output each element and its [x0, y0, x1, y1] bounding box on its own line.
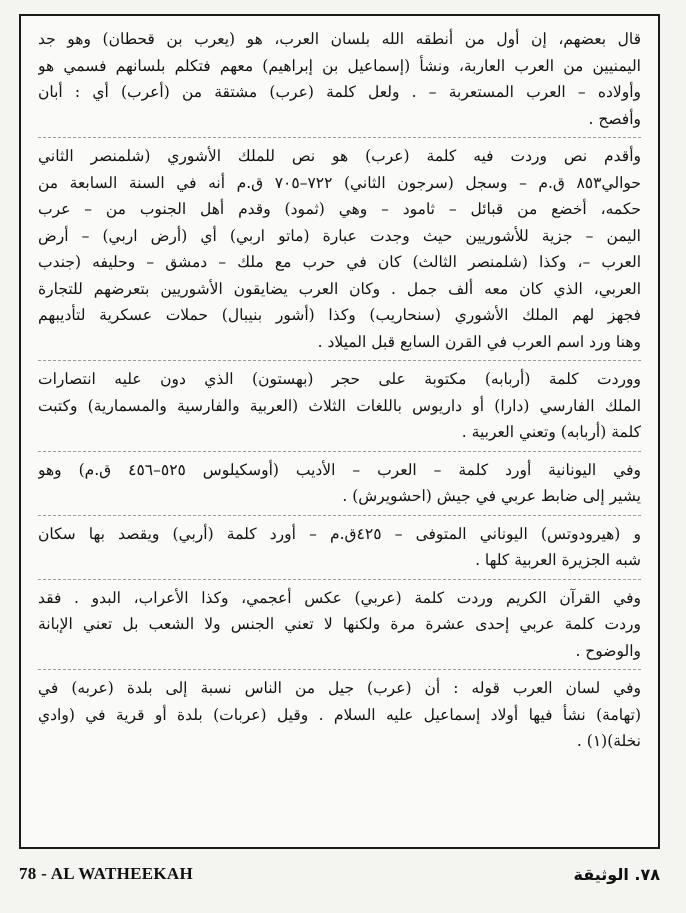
- paragraph: [38, 143, 641, 355]
- paragraph-separator: [38, 355, 641, 366]
- text-line: اليمنيين من العرب العاربة، ونشأ (إسماعيل بن إبراهيم) معهم فتكلم بلسانهم فسمي هو: [38, 56, 641, 75]
- text-line: وردت كلمة عربي إحدى عشرة مرة ولكنها لا تعني الجنس ولا الشعب بل تعني الإبانة: [38, 615, 641, 633]
- text-line: حكمه، أخضع من قبائل – ثامود – وهي (ثمود) وقدم أهل الجنوب من – عرب: [38, 200, 641, 218]
- paragraph: [38, 675, 641, 755]
- text-line: وهنا ورد اسم العرب في القرن السابع قبل الميلاد .: [317, 332, 641, 351]
- text-line: (تهامة) نشأ فيها أولاد إسماعيل عليه السلام . وقيل (عربات) بلدة أو قرية في (وادي: [38, 705, 641, 724]
- text-line: العربي، الذي كان معه ألف جمل . وكان العرب يضايقون الأشوريين بتعرضهم للتجارة: [38, 279, 641, 298]
- text-line: وأقدم نص وردت فيه كلمة (عرب) هو نص للملك الأشوري (شلمنصر الثاني: [38, 147, 641, 165]
- text-line: نخلة)(١) .: [576, 732, 641, 750]
- text-line: يشير إلى ضابط عربي في جيش (احشويرش) .: [342, 487, 641, 505]
- paragraph-separator: [38, 446, 641, 457]
- paragraph-separator: [38, 664, 641, 675]
- paragraph: [38, 366, 641, 446]
- text-line: كلمة (أربابه) وتعني العربية .: [461, 423, 641, 441]
- text-line: شبه الجزيرة العربية كلها .: [475, 551, 641, 569]
- text-line: حوالي٨٥٣ ق.م – وسجل (سرجون الثاني) ٧٢٢–٧٠٥ ق.م أنه في السنة السابعة من: [38, 173, 641, 192]
- text-line: والوضوح .: [575, 641, 641, 660]
- text-line: فجهز لهم الملك الأشوري (سنحاريب) وكذا (أشور بنيبال) حملات عسكرية لتأديبهم: [38, 306, 641, 324]
- text-line: العرب –، وكذا (شلمنصر الثالث) كان في حرب مع ملك – دمشق – وحليفه (جندب: [38, 253, 641, 271]
- text-line: وفي القرآن الكريم وردت كلمة (عربي) عكس أعجمي، وكذا الأعراب، البدو . فقد: [38, 588, 641, 607]
- text-line: وأولاده – العرب المستعربة – . ولعل كلمة (عرب) مشتقة من (أعرب) أي : أبان: [38, 83, 641, 101]
- paragraph-separator: [38, 132, 641, 143]
- text-line: ووردت كلمة (أربابه) مكتوبة على حجر (بهستون) الذي دون عليه انتصارات: [38, 370, 641, 388]
- text-line: اليمن – جزية للأشوريين حيث وجدت عبارة (ماتو اربي) أي (أرض اربي) – أرض: [38, 226, 641, 245]
- article-body: [38, 26, 641, 755]
- paragraph: [38, 521, 641, 574]
- text-line: وفي اليونانية أورد كلمة – العرب – الأديب (أوسكيلوس ٥٢٥–٤٥٦ ق.م) وهو: [38, 460, 641, 479]
- paragraph: [38, 585, 641, 665]
- text-line: وفي لسان العرب قوله : أن (عرب) جيل من الناس نسبة إلى بلدة (عربه) في: [38, 679, 641, 697]
- page-footer: [19, 860, 660, 888]
- page-number-arabic: ٧٨. الوثيقة: [573, 864, 660, 884]
- text-line: و (هيرودوتس) اليوناني المتوفى – ٤٢٥ق.م – أورد كلمة (أربي) ويقصد بها سكان: [38, 524, 641, 543]
- text-line: الملك الفارسي (دارا) أو داريوس باللغات الثلاث (العربية والفارسية والمسمارية) وكتبت: [38, 396, 641, 415]
- page-frame: [19, 14, 660, 849]
- paragraph-separator: [38, 574, 641, 585]
- text-line: قال بعضهم، إن أول من أنطقه الله بلسان العرب، هو (يعرب بن قحطان) وهو جد: [38, 30, 641, 48]
- page-number-english: 78 - AL WATHEEKAH: [19, 864, 194, 883]
- paragraph: [38, 26, 641, 132]
- text-line: وأفصح .: [588, 109, 641, 128]
- paragraph-separator: [38, 510, 641, 521]
- paragraph: [38, 457, 641, 510]
